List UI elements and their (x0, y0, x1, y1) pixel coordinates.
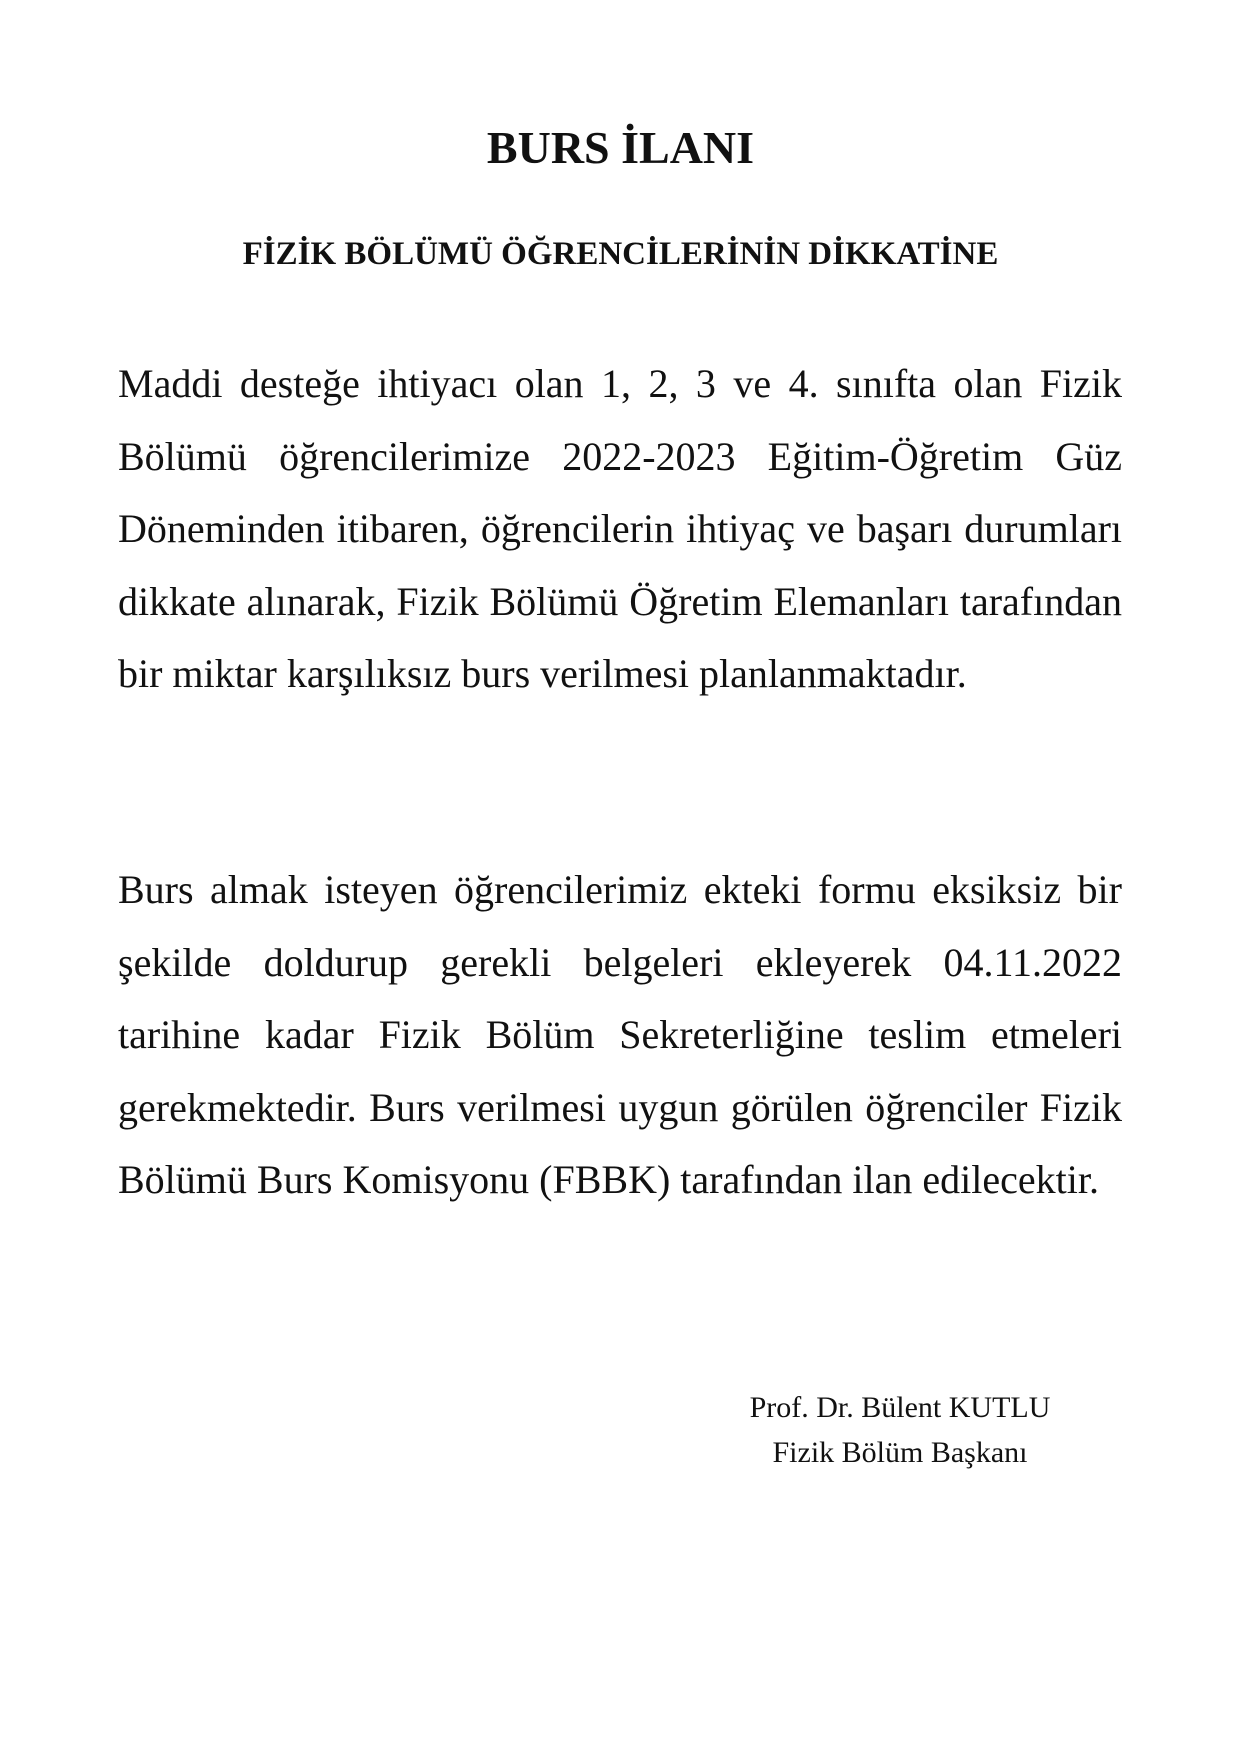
signatory-name: Prof. Dr. Bülent KUTLU (749, 1391, 1051, 1424)
signature-block (700, 1385, 1100, 1475)
announcement-paragraph-1: Maddi desteğe ihtiyacı olan 1, 2, 3 ve 4. sınıfta olan Fizik Bölümü öğrencilerimize 2022-2023 Eğitim-Öğretim Güz Döneminden itibaren, öğrencilerin ihtiyaç ve başarı durumları dikkate alınarak, Fizik Bölümü Öğretim Elemanları tarafından bir miktar karşılıksız burs verilmesi planlanmaktadır. (118, 361, 1122, 696)
document-subtitle: FİZİK BÖLÜMÜ ÖĞRENCİLERİNİN DİKKATİNE (242, 236, 999, 272)
signatory-position: Fizik Bölüm Başkanı (772, 1436, 1028, 1469)
announcement-paragraph-2: Burs almak isteyen öğrencilerimiz ekteki formu eksiksiz bir şekilde doldurup gerekli belgeleri ekleyerek 04.11.2022 tarihine kadar Fizik Bölüm Sekreterliğine teslim etmeleri gerekmektedir. Burs verilmesi uygun görülen öğrenciler Fizik Bölümü Burs Komisyonu (FBBK) tarafından ilan edilecektir. (118, 867, 1122, 1202)
document-title: BURS İLANI (486, 122, 755, 173)
